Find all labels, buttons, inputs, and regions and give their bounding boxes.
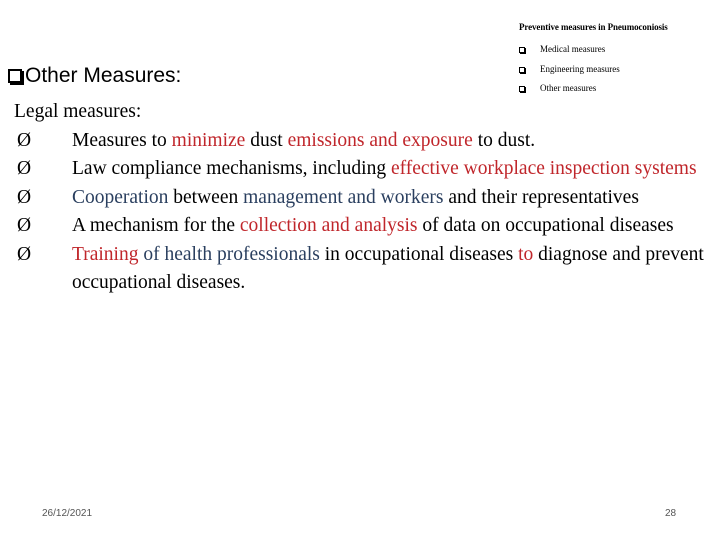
bullet-text (72, 130, 535, 151)
side-item-label: Medical measures (540, 44, 606, 54)
side-item-engineering (519, 64, 620, 74)
checkbox-bullet-icon (519, 67, 525, 73)
side-panel (519, 22, 719, 93)
heading-text: Other Measures: (25, 64, 182, 87)
bullet-list (14, 127, 714, 298)
bullet-segment: A mechanism for the (72, 215, 240, 236)
checkbox-bullet-icon (8, 69, 22, 83)
bullet-text (72, 244, 704, 294)
bullet-item (14, 241, 714, 298)
bullet-segment: diagnose and prevent occupational diseases. (72, 243, 704, 293)
side-item-medical (519, 44, 605, 54)
slide-body (14, 98, 714, 298)
arrow-bullet-icon: Ø (17, 243, 32, 265)
bullet-text (72, 215, 674, 236)
bullet-item (14, 184, 714, 213)
bullet-segment: in occupational diseases (319, 243, 519, 265)
bullet-segment: Training (72, 243, 139, 265)
bullet-segment: collection and analysis (239, 215, 418, 236)
checkbox-bullet-icon (519, 47, 525, 53)
side-panel-title: Preventive measures in Pneumoconiosis (519, 22, 668, 32)
bullet-segment: of (138, 243, 165, 265)
bullet-segment: minimize (171, 129, 246, 151)
bullet-segment: Measures to (72, 129, 172, 151)
bullet-text (72, 187, 639, 208)
side-item-label: Other measures (540, 83, 597, 93)
footer-date: 26/12/2021 (42, 508, 93, 519)
bullet-segment: of data on occupational diseases (417, 215, 674, 236)
bullet-segment: dust (245, 129, 288, 151)
arrow-bullet-icon: Ø (17, 158, 32, 179)
bullet-segment: health professionals (164, 243, 320, 265)
side-item-label: Engineering measures (540, 64, 620, 74)
bullet-segment: effective workplace inspection systems (390, 158, 697, 179)
side-item-other (519, 83, 596, 93)
arrow-bullet-icon: Ø (17, 129, 32, 151)
slide-heading (8, 64, 181, 88)
footer-page-number: 28 (665, 508, 677, 519)
checkbox-bullet-icon (519, 86, 525, 92)
bullet-segment: emissions and exposure (287, 129, 473, 151)
bullet-segment: between (168, 186, 244, 208)
bullet-segment: to (518, 243, 534, 265)
arrow-bullet-icon: Ø (17, 215, 32, 236)
bullet-segment: Cooperation (72, 186, 169, 208)
bullet-text (72, 158, 697, 179)
subheading: Legal measures: (14, 101, 142, 122)
bullet-segment: Law compliance mechanisms, including (72, 158, 391, 179)
bullet-item (14, 155, 714, 184)
bullet-segment: to dust. (472, 129, 536, 151)
bullet-item (14, 212, 714, 241)
bullet-segment: management and workers (243, 186, 444, 208)
bullet-segment: and their representatives (443, 186, 639, 208)
bullet-item (14, 127, 714, 156)
arrow-bullet-icon: Ø (17, 186, 32, 208)
